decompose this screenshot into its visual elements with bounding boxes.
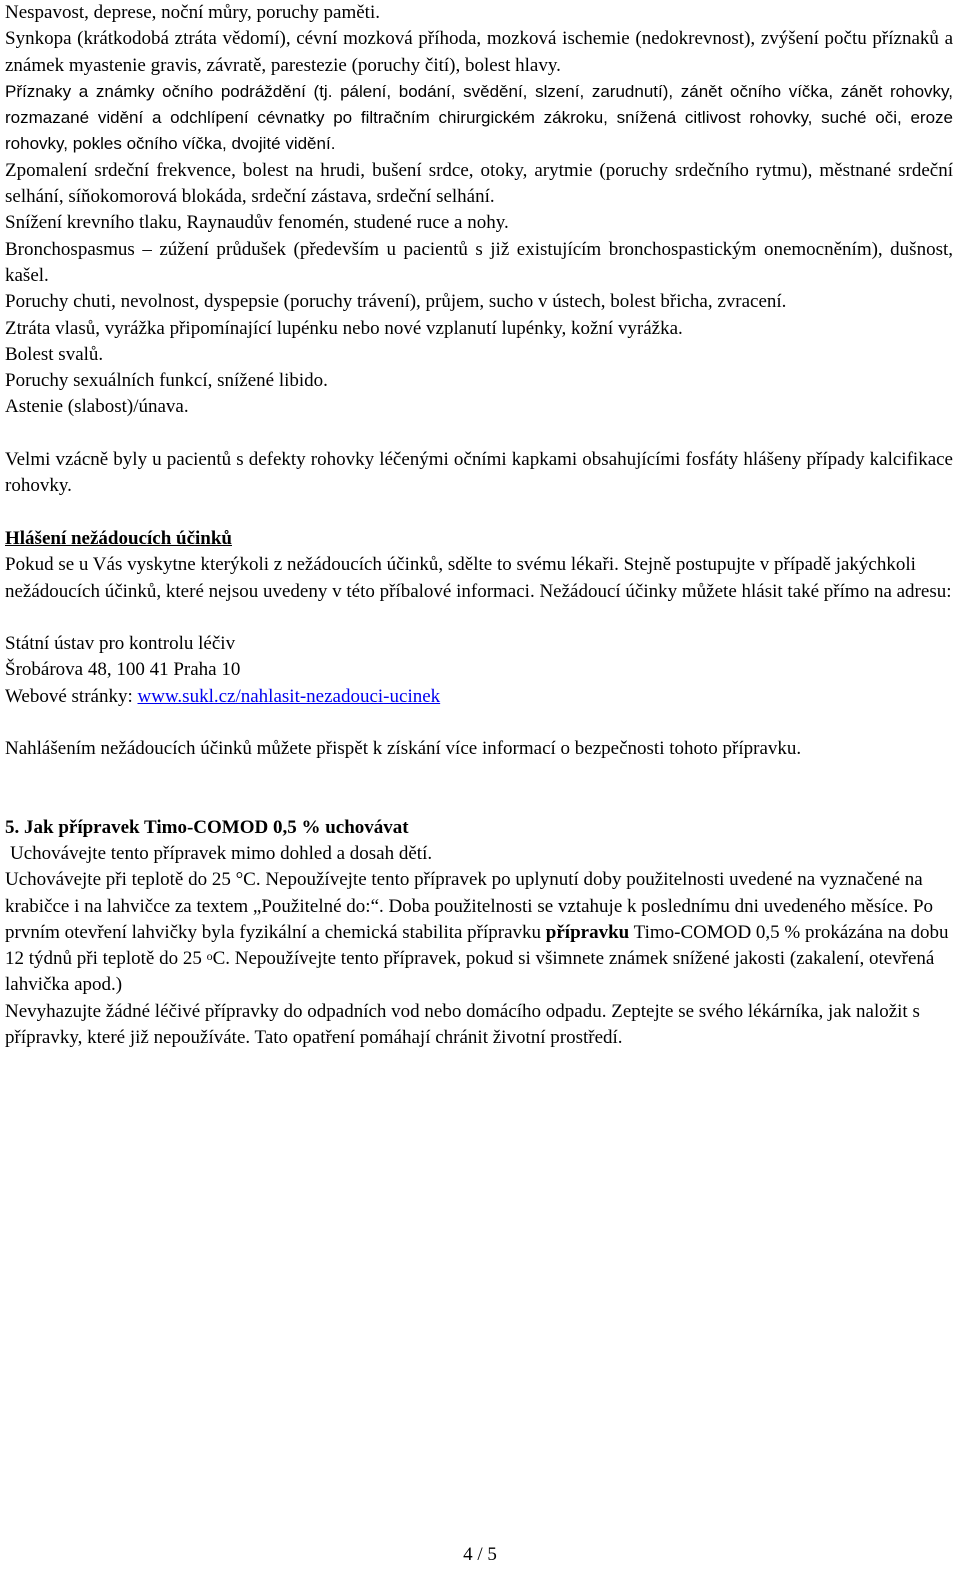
storage-heading: 5. Jak přípravek Timo-COMOD 0,5 % uchovávat	[5, 816, 409, 838]
reporting-text: Pokud se u Vás vyskytne kterýkoli z nežádoucích účinků, sdělte to svému lékaři. Stejně postupujte v případě jakýchkoli nežádoucích účinků, které nejsou uvedeny v této příbalové informaci. Nežádoucí účinky můžete hlásit také přímo na adresu:	[5, 554, 952, 602]
side-effects-neuro: Synkopa (krátkodobá ztráta vědomí), cévní mozková příhoda, mozková ischemie (nedokrevnost), zvýšení počtu příznaků a známek myastenie gravis, závratě, parestezie (poruchy čití), bolest hlavy.	[5, 28, 953, 76]
storage-text-a: Uchovávejte při teplotě do 25 °C. Nepoužívejte tento přípravek po uplynutí doby použitelnosti uvedené na vyznačené na krabičce i na lahvičce za textem „Použitelné do:“. Doba použitelnosti se vztahuje k poslednímu dni uvedeného měsíce. Po prvním otevření lahvičky byla fyzikální a chemická stabilita přípravku	[5, 869, 934, 943]
sukl-link[interactable]: www.sukl.cz/nahlasit-nezadouci-ucinek	[137, 685, 441, 707]
degree-superscript: o	[206, 949, 213, 964]
reporting-institution: Státní ústav pro kontrolu léčiv	[5, 633, 236, 655]
storage-disposal: Nevyhazujte žádné léčivé přípravky do odpadních vod nebo domácího odpadu. Zeptejte se svého lékárníka, jak naložit s přípravky, které již nepoužíváte. Tato opatření pomáhají chránit životní prostředí.	[5, 1000, 920, 1048]
side-effects-general: Astenie (slabost)/únava.	[5, 396, 189, 418]
calcification-note: Velmi vzácně byly u pacientů s defekty rohovky léčenými očními kapkami obsahujícími fosfáty hlášeny případy kalcifikace rohovky.	[5, 449, 953, 497]
storage-paragraph	[5, 867, 953, 998]
reporting-address: Šrobárova 48, 100 41 Praha 10	[5, 659, 241, 681]
spacer	[5, 605, 953, 631]
side-effects-skin: Ztráta vlasů, vyrážka připomínající lupénku nebo nové vzplanutí lupénky, kožní vyrážka.	[5, 317, 683, 339]
side-effects-gastro: Poruchy chuti, nevolnost, dyspepsie (poruchy trávení), průjem, sucho v ústech, bolest břicha, zvracení.	[5, 291, 787, 313]
reporting-web	[5, 684, 953, 710]
storage-text-c: C. Nepoužívejte tento přípravek, pokud si všimnete známek snížené jakosti (zakalení, otevřená lahvička apod.)	[5, 948, 935, 996]
side-effects-vascular: Snížení krevního tlaku, Raynaudův fenomén, studené ruce a nohy.	[5, 212, 509, 234]
spacer	[5, 710, 953, 736]
storage-text-b: Timo-COMOD 0,5 % prokázána na dobu 12 týdnů při teplotě do 25	[5, 921, 949, 970]
document-page	[5, 0, 953, 1051]
side-effects-respiratory: Bronchospasmus – zúžení průdušek (především u pacientů s již existujícím bronchospastickým onemocněním), dušnost, kašel.	[5, 238, 953, 286]
spacer	[5, 500, 953, 526]
storage-text-bold: přípravku	[545, 921, 630, 943]
storage-line1: Uchovávejte tento přípravek mimo dohled a dosah dětí.	[10, 842, 433, 864]
spacer	[5, 421, 953, 447]
side-effects-psych: Nespavost, deprese, noční můry, poruchy paměti.	[5, 2, 380, 23]
reporting-heading: Hlášení nežádoucích účinků	[5, 527, 232, 549]
side-effects-heart: Zpomalení srdeční frekvence, bolest na hrudi, bušení srdce, otoky, arytmie (poruchy srdečního rytmu), městnané srdeční selhání, síňokomorová blokáda, srdeční zástava, srdeční selhání.	[5, 159, 953, 208]
web-label: Webové stránky:	[5, 685, 138, 707]
page-number: 4 / 5	[463, 1544, 497, 1565]
reporting-closing: Nahlášením nežádoucích účinků můžete přispět k získání více informací o bezpečnosti tohoto přípravku.	[5, 738, 802, 760]
side-effects-muscle: Bolest svalů.	[5, 343, 104, 365]
side-effects-eye: Příznaky a známky očního podráždění (tj. pálení, bodání, svědění, slzení, zarudnutí), zánět očního víčka, zánět rohovky, rozmazané vidění a odchlípení cévnatky po filtračním chirurgickém zákroku, snížená citlivost rohovky, suché oči, eroze rohovky, pokles očního víčka, dvojité vidění.	[5, 81, 953, 154]
spacer	[5, 763, 953, 815]
side-effects-sexual: Poruchy sexuálních funkcí, snížené libido.	[5, 370, 328, 392]
